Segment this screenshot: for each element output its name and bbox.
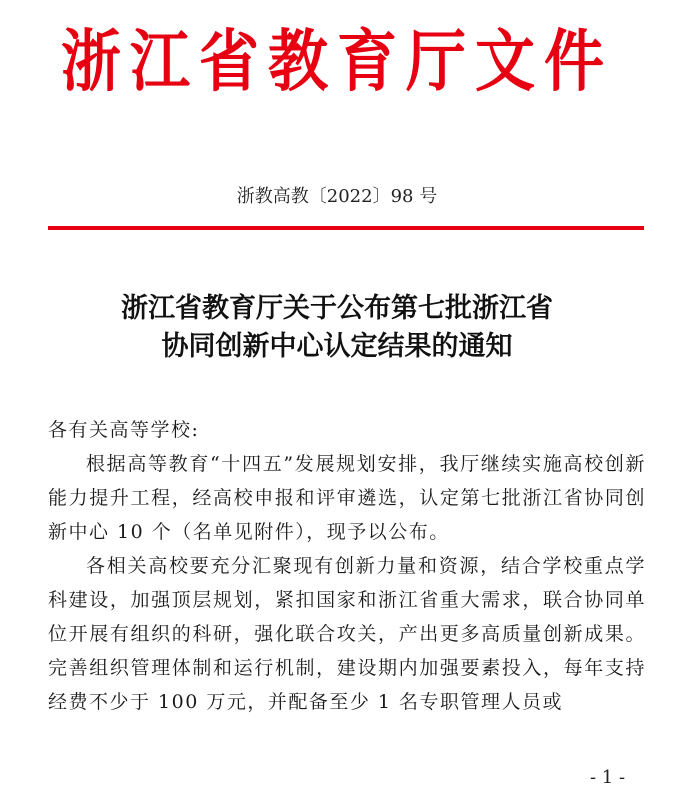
salutation: 各有关高等学校:: [48, 419, 200, 441]
notice-body: [48, 413, 646, 719]
document-number: 浙教高教〔2022〕98 号: [236, 186, 438, 207]
notice-title-line-1: 浙江省教育厅关于公布第七批浙江省: [121, 293, 553, 324]
body-paragraph-1: 根据高等教育“十四五”发展规划安排，我厅继续实施高校创新能力提升工程，经高校申报和评审遴选，认定第七批浙江省协同创新中心 10 个（名单见附件），现予以公布。: [48, 453, 646, 543]
red-divider-line: [48, 226, 644, 230]
notice-title-line-2: 协同创新中心认定结果的通知: [161, 331, 513, 362]
body-paragraph-2: 各相关高校要充分汇聚现有创新力量和资源，结合学校重点学科建设，加强顶层规划，紧扣国家和浙江省重大需求，联合协同单位开展有组织的科研，强化联合攻关，产出更多高质量创新成果。完善组织管理体制和运行机制，建设期内加强要素投入，每年支持经费不少于 100 万元，并配备至少 1 名专职管理人员或: [48, 555, 646, 713]
page-number: - 1 -: [590, 767, 626, 788]
notice-title: [0, 290, 674, 366]
document-masthead: 浙江省教育厅文件: [61, 22, 613, 102]
